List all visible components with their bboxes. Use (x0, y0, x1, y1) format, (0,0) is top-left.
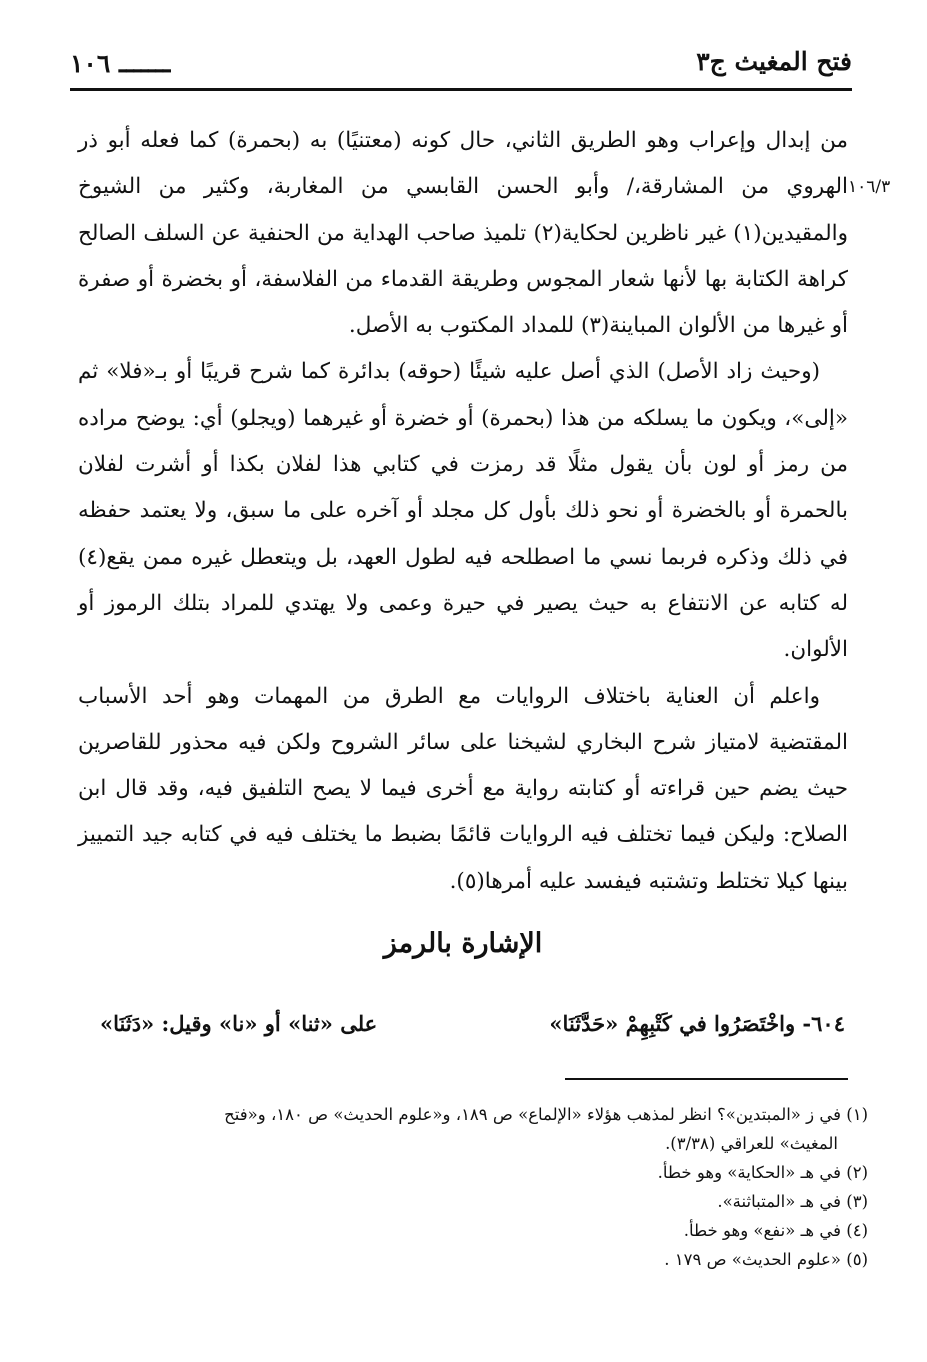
verse-first-hemistich: ٦٠٤- واخْتَصَرُوا في كَتْبِهِمْ «حَدَّثَنَا» (549, 1011, 845, 1036)
header-rule (70, 88, 852, 91)
main-text (78, 118, 848, 905)
footnote-4: (٤) في هـ «نفع» وهو خطأ. (683, 1221, 868, 1240)
section-heading: الإشارة بالرمز (383, 928, 543, 959)
margin-page-reference: ١٠٦/٣ (848, 177, 891, 197)
paragraph-1: من إبدال وإعراب وهو الطريق الثاني، حال كونه (معتنيًا) به (بحمرة) كما فعله أبو ذر الهروي من المشارقة،/ وأبو الحسن القابسي من المغاربة، وكثير من الشيوخ والمقيدين(١) غير ناظرين لحكاية(٢) تلميذ صاحب الهداية من الحنفية عن السلف الصالح كراهة الكتابة بها لأنها شعار المجوس وطريقة القدماء من الفلاسفة، أو بخضرة أو صفرة أو غيرها من الألوان المباينة(٣) للمداد المكتوب به الأصل. (78, 128, 848, 339)
footnote-1-continuation: المغيث» للعراقي (٣/٣٨). (665, 1134, 838, 1153)
paragraph-3: واعلم أن العناية باختلاف الروايات مع الطرق من المهمات وهو أحد الأسباب المقتضية لامتياز شرح البخاري لشيخنا على سائر الشروح ولكن فيه محذور للقاصرين حيث يضم حين قراءته أو كتابته رواية مع أخرى فيما لا يصح التلفيق فيه، وقد قال ابن الصلاح: وليكن فيما تختلف فيه الروايات قائمًا بضبط ما يختلف فيه في كتابه جيد التمييز بينها كيلا تختلط وتشتبه فيفسد عليه أمرها(٥). (78, 683, 848, 894)
footnote-separator (565, 1078, 848, 1080)
footnotes (78, 1100, 868, 1274)
footnote-1: (١) في ز «المبتدين»؟ انظر لمذهب هؤلاء «الإلماع» ص ١٨٩، و«علوم الحديث» ص ١٨٠، و«فتح (224, 1105, 868, 1124)
page-header (70, 42, 852, 94)
page-number: ـــــــ ١٠٦ (70, 49, 171, 78)
footnote-5: (٥) «علوم الحديث» ص ١٧٩ . (664, 1250, 868, 1269)
paragraph-2: (وحيث زاد الأصل) الذي أصل عليه شيئًا (حوقه) بدائرة كما شرح قريبًا أو بـ«فلا» ثم «إلى»، ويكون ما يسلكه من هذا (بحمرة) أو خضرة أو غيرهما (ويجلو) أي: يوضح مراده من رمز أو لون بأن يقول مثلًا قد رمزت في كتابي هذا لفلان بكذا أو أشرت لفلان بالحمرة أو بالخضرة أو نحو ذلك بأول كل مجلد أو آخره على ما سبق، ولا يعتمد حفظه في ذلك وذكره فربما نسي ما اصطلحه فيه لطول العهد، بل ويتعطل غيره ممن يقع(٤) له كتابه عن الانتفاع به حيث يصير في حيرة وعمى ولا يهتدي للمراد بتلك الرموز أو الألوان. (78, 359, 848, 663)
running-title: فتح المغيث ج٣ (696, 47, 852, 76)
footnote-3: (٣) في هـ «المتباثنة». (717, 1192, 868, 1211)
verse-second-hemistich: على «ثنا» أو «نا» وقيل: «دَثَنَا» (100, 1011, 378, 1036)
footnote-2: (٢) في هـ «الحكاية» وهو خطأ. (657, 1163, 868, 1182)
